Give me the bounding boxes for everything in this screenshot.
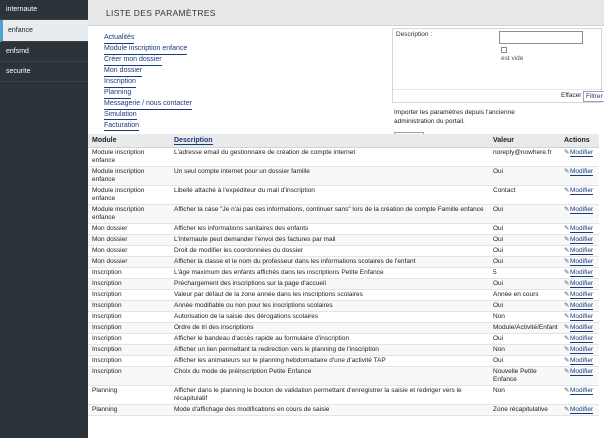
cell-description: Afficher le bandeau d'accès rapide au formulaire d'inscription	[170, 333, 489, 344]
cell-actions	[560, 147, 599, 166]
cell-value: Oui	[489, 234, 560, 245]
cell-description: Année modifiable ou non pour les inscriptions scolaires	[170, 300, 489, 311]
description-filter-input[interactable]	[499, 31, 583, 44]
pencil-icon: ✎	[564, 386, 570, 394]
table-row	[88, 300, 599, 311]
cell-module: Mon dossier	[88, 245, 170, 256]
cell-description: L'internaute peut demander l'envoi des factures par mail	[170, 234, 489, 245]
cell-module: Inscription	[88, 333, 170, 344]
cell-actions	[560, 344, 599, 355]
cell-module: Inscription	[88, 322, 170, 333]
modify-link[interactable]: Modifier	[570, 367, 594, 375]
link-creer-mon-dossier[interactable]: Créer mon dossier	[104, 56, 162, 66]
modify-link[interactable]: Modifier	[570, 186, 594, 194]
pencil-icon: ✎	[564, 205, 570, 213]
cell-value: Oui	[489, 300, 560, 311]
modify-link[interactable]: Modifier	[570, 386, 594, 394]
link-module-inscription-enfance[interactable]: Module inscription enfance	[104, 45, 187, 55]
cell-description: Afficher la case "Je n'ai pas ces informations, continuer sans" lors de la création de compte Famille enfance	[170, 204, 489, 223]
modify-link[interactable]: Modifier	[570, 279, 594, 287]
table-row	[88, 366, 599, 385]
table-row	[88, 404, 599, 415]
cell-value: 5	[489, 267, 560, 278]
cell-module: Mon dossier	[88, 234, 170, 245]
filter-panel	[392, 28, 602, 103]
cell-module: Mon dossier	[88, 256, 170, 267]
cell-actions	[560, 322, 599, 333]
cell-module: Inscription	[88, 267, 170, 278]
cell-module: Module inscription enfance	[88, 166, 170, 185]
table-row	[88, 385, 599, 404]
cell-description: Un seul compte internet pour un dossier famille	[170, 166, 489, 185]
column-header-description[interactable]	[170, 134, 489, 147]
cell-module: Inscription	[88, 311, 170, 322]
modify-link[interactable]: Modifier	[570, 312, 594, 320]
pencil-icon: ✎	[564, 323, 570, 331]
cell-module: Planning	[88, 385, 170, 404]
cell-module: Inscription	[88, 355, 170, 366]
cell-description: Mode d'affichage des modifications en cours de saisie	[170, 404, 489, 415]
top-area	[88, 26, 604, 134]
pencil-icon: ✎	[564, 268, 570, 276]
cell-description: Autorisation de la saisie des dérogations scolaires	[170, 311, 489, 322]
modify-link[interactable]: Modifier	[570, 268, 594, 276]
cell-actions	[560, 185, 599, 204]
cell-value: noreply@nowhere.fr	[489, 147, 560, 166]
main-content	[88, 0, 604, 438]
cell-actions	[560, 355, 599, 366]
column-header-value: Valeur	[489, 134, 560, 147]
cell-actions	[560, 385, 599, 404]
pencil-icon: ✎	[564, 356, 570, 364]
cell-module: Module inscription enfance	[88, 204, 170, 223]
modify-link[interactable]: Modifier	[570, 405, 594, 413]
cell-description: Valeur par défaut de la zone année dans les inscriptions scolaires	[170, 289, 489, 300]
table-row	[88, 204, 599, 223]
link-actualites[interactable]: Actualités	[104, 34, 134, 44]
sidebar-item-enfsmd[interactable]: enfsmd	[0, 42, 88, 62]
empty-checkbox-label: est vide	[501, 55, 524, 62]
cell-actions	[560, 289, 599, 300]
cell-actions	[560, 267, 599, 278]
cell-value: Oui	[489, 278, 560, 289]
cell-module: Inscription	[88, 300, 170, 311]
cell-description: Afficher un lien permettant la redirection vers le planning de l'inscription	[170, 344, 489, 355]
pencil-icon: ✎	[564, 235, 570, 243]
modify-link[interactable]: Modifier	[570, 257, 594, 265]
column-header-module: Module	[88, 134, 170, 147]
cell-value: Module/Activité/Enfant	[489, 322, 560, 333]
table-row	[88, 333, 599, 344]
table-header-row	[88, 134, 599, 147]
cell-actions	[560, 311, 599, 322]
cell-actions	[560, 245, 599, 256]
link-simulation[interactable]: Simulation	[104, 111, 137, 121]
modify-link[interactable]: Modifier	[570, 345, 594, 353]
modify-link[interactable]: Modifier	[570, 301, 594, 309]
filter-button[interactable]: Filtrer	[583, 91, 604, 102]
table-row	[88, 311, 599, 322]
table-row	[88, 322, 599, 333]
pencil-icon: ✎	[564, 279, 570, 287]
pencil-icon: ✎	[564, 290, 570, 298]
pencil-icon: ✎	[564, 186, 570, 194]
cell-module: Planning	[88, 404, 170, 415]
clear-button[interactable]: Effacer	[561, 92, 582, 99]
cell-value: Non	[489, 344, 560, 355]
table-row	[88, 147, 599, 166]
table-row	[88, 267, 599, 278]
modify-link[interactable]: Modifier	[570, 205, 594, 213]
table-row	[88, 344, 599, 355]
cell-description: Ordre de tri des inscriptions	[170, 322, 489, 333]
cell-description: Afficher les informations sanitaires des enfants	[170, 223, 489, 234]
pencil-icon: ✎	[564, 257, 570, 265]
link-planning[interactable]: Planning	[104, 89, 131, 99]
cell-actions	[560, 366, 599, 385]
cell-value: Oui	[489, 166, 560, 185]
pencil-icon: ✎	[564, 367, 570, 375]
modify-link[interactable]: Modifier	[570, 167, 594, 175]
pencil-icon: ✎	[564, 345, 570, 353]
pencil-icon: ✎	[564, 224, 570, 232]
cell-description: Préchargement des inscriptions sur la page d'accueil	[170, 278, 489, 289]
description-filter-label: Description :	[396, 31, 433, 38]
link-messagerie[interactable]: Messagerie / nous contacter	[104, 100, 192, 110]
pencil-icon: ✎	[564, 405, 570, 413]
modify-link[interactable]: Modifier	[570, 334, 594, 342]
modify-link[interactable]: Modifier	[570, 235, 594, 243]
module-links	[104, 34, 192, 133]
cell-actions	[560, 223, 599, 234]
link-mon-dossier[interactable]: Mon dossier	[104, 67, 142, 77]
modify-link[interactable]: Modifier	[570, 356, 594, 364]
pencil-icon: ✎	[564, 167, 570, 175]
cell-value: Oui	[489, 355, 560, 366]
cell-value: Contact	[489, 185, 560, 204]
pencil-icon: ✎	[564, 148, 570, 156]
cell-module: Inscription	[88, 289, 170, 300]
table-row	[88, 245, 599, 256]
cell-actions	[560, 404, 599, 415]
column-header-actions: Actions	[560, 134, 599, 147]
parameters-table-wrap	[88, 134, 604, 416]
cell-description: Afficher les animateurs sur le planning hebdomadaire d'une d'activité TAP	[170, 355, 489, 366]
cell-description: Afficher dans le planning le bouton de validation permettant d'enregistrer la saisie et rediriger vers le récapitulatif	[170, 385, 489, 404]
filter-actions	[393, 89, 601, 103]
link-inscription[interactable]: Inscription	[104, 78, 136, 88]
table-row	[88, 256, 599, 267]
cell-module: Mon dossier	[88, 223, 170, 234]
modify-link[interactable]: Modifier	[570, 246, 594, 254]
table-row	[88, 234, 599, 245]
column-header-description-label[interactable]: Description	[174, 136, 213, 144]
cell-value: Zone récapitulative	[489, 404, 560, 415]
empty-checkbox[interactable]	[501, 47, 507, 53]
cell-actions	[560, 166, 599, 185]
cell-description: Droit de modifier les coordonnées du dossier	[170, 245, 489, 256]
cell-actions	[560, 333, 599, 344]
sidebar-item-securite[interactable]: securite	[0, 62, 88, 82]
cell-value: Non	[489, 311, 560, 322]
cell-description: Choix du mode de préinscription Petite Enfance	[170, 366, 489, 385]
cell-value: Oui	[489, 256, 560, 267]
cell-module: Module inscription enfance	[88, 185, 170, 204]
cell-value: Oui	[489, 204, 560, 223]
pencil-icon: ✎	[564, 334, 570, 342]
cell-actions	[560, 234, 599, 245]
modify-link[interactable]: Modifier	[570, 224, 594, 232]
table-row	[88, 278, 599, 289]
cell-actions	[560, 300, 599, 311]
cell-value: Oui	[489, 223, 560, 234]
parameters-table	[88, 134, 599, 416]
cell-value: Oui	[489, 333, 560, 344]
sidebar-item-enfance[interactable]: enfance	[0, 20, 88, 42]
cell-value: Non	[489, 385, 560, 404]
cell-module: Inscription	[88, 366, 170, 385]
cell-actions	[560, 204, 599, 223]
cell-value: Année en cours	[489, 289, 560, 300]
cell-description: L'âge maximum des enfants affichés dans les inscriptions Petite Enfance	[170, 267, 489, 278]
pencil-icon: ✎	[564, 246, 570, 254]
cell-description: L'adresse email du gestionnaire de création de compte internet	[170, 147, 489, 166]
table-row	[88, 355, 599, 366]
cell-value: Oui	[489, 245, 560, 256]
cell-module: Inscription	[88, 344, 170, 355]
pencil-icon: ✎	[564, 301, 570, 309]
modify-link[interactable]: Modifier	[570, 323, 594, 331]
cell-module: Inscription	[88, 278, 170, 289]
sidebar-item-internaute[interactable]: internaute	[0, 0, 88, 20]
table-row	[88, 223, 599, 234]
table-row	[88, 185, 599, 204]
cell-actions	[560, 256, 599, 267]
cell-description: Libellé attaché à l'expéditeur du mail d'inscription	[170, 185, 489, 204]
import-description: Importer les paramètres depuis l'ancienne administration du portail.	[394, 109, 515, 125]
cell-value: Nouvelle Petite Enfance	[489, 366, 560, 385]
cell-module: Module inscription enfance	[88, 147, 170, 166]
sidebar	[0, 0, 88, 438]
modify-link[interactable]: Modifier	[570, 290, 594, 298]
page-title: LISTE DES PARAMÈTRES	[88, 0, 604, 26]
cell-actions	[560, 278, 599, 289]
table-row	[88, 289, 599, 300]
cell-description: Afficher la classe et le nom du professeur dans les informations scolaires de l'enfant	[170, 256, 489, 267]
pencil-icon: ✎	[564, 312, 570, 320]
table-row	[88, 166, 599, 185]
modify-link[interactable]: Modifier	[570, 148, 594, 156]
link-facturation[interactable]: Facturation	[104, 122, 139, 132]
